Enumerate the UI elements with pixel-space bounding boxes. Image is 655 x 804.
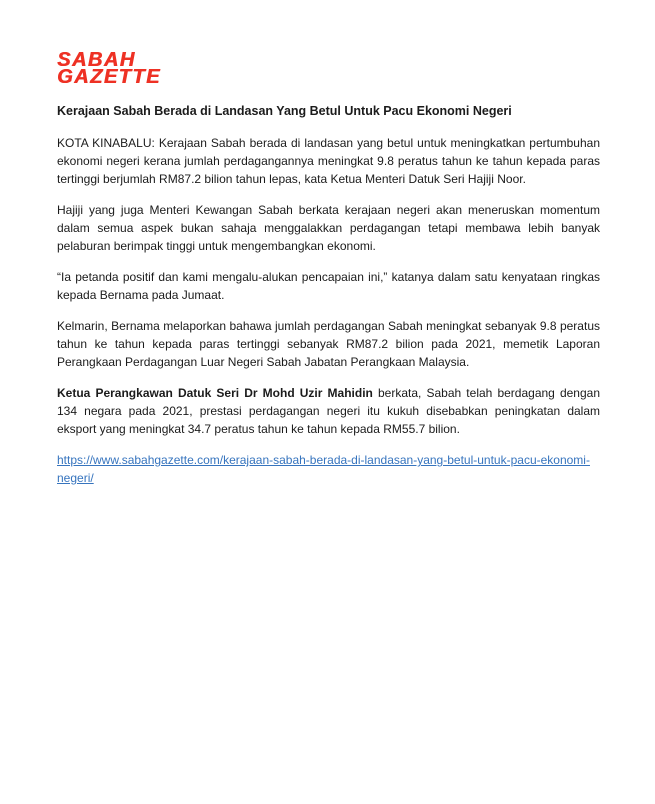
sabah-gazette-logo — [57, 49, 600, 88]
article-paragraph-5 — [57, 384, 600, 438]
article-headline: Kerajaan Sabah Berada di Landasan Yang Betul Untuk Pacu Ekonomi Negeri — [57, 104, 512, 118]
logo-line-2: GAZETTE — [57, 66, 161, 88]
logo-line-1: SABAH — [57, 49, 136, 71]
article-body — [57, 134, 600, 438]
article-paragraph-4: Kelmarin, Bernama melaporkan bahawa jumlah perdagangan Sabah meningkat sebanyak 9.8 peratus tahun ke tahun kepada paras tertinggi sebanyak RM87.2 bilion pada 2021, memetik Laporan Perangkaan Perdagangan Luar Negeri Sabah Jabatan Perangkaan Malaysia. — [57, 319, 600, 369]
article-paragraph-5-text: berkata, Sabah telah berdagang dengan 134 negara pada 2021, prestasi perdagangan negeri itu kukuh disebabkan peningkatan dalam eksport yang meningkat 34.7 peratus tahun ke tahun kepada RM55.7 bilion. — [57, 386, 600, 436]
article-paragraph-2: Hajiji yang juga Menteri Kewangan Sabah berkata kerajaan negeri akan meneruskan momentum dalam semua aspek bukan sahaja menggalakkan perdagangan tetapi membawa lebih banyak pelaburan berimpak tinggi untuk mengembangkan ekonomi. — [57, 203, 600, 253]
article-paragraph-1: KOTA KINABALU: Kerajaan Sabah berada di landasan yang betul untuk meningkatkan pertumbuhan ekonomi negeri kerana jumlah perdagangannya meningkat 9.8 peratus tahun ke tahun kepada paras tertinggi berjumlah RM87.2 bilion tahun lepas, kata Ketua Menteri Datuk Seri Hajiji Noor. — [57, 136, 600, 186]
article-paragraph-3: “Ia petanda positif dan kami mengalu-alukan pencapaian ini,” katanya dalam satu kenyataan ringkas kepada Bernama pada Jumaat. — [57, 270, 600, 302]
article-url-link[interactable]: https://www.sabahgazette.com/kerajaan-sabah-berada-di-landasan-yang-betul-untuk-pacu-ekonomi-negeri/ — [57, 453, 590, 485]
article-paragraph-5-bold-lead: Ketua Perangkawan Datuk Seri Dr Mohd Uzir Mahidin — [57, 386, 373, 400]
